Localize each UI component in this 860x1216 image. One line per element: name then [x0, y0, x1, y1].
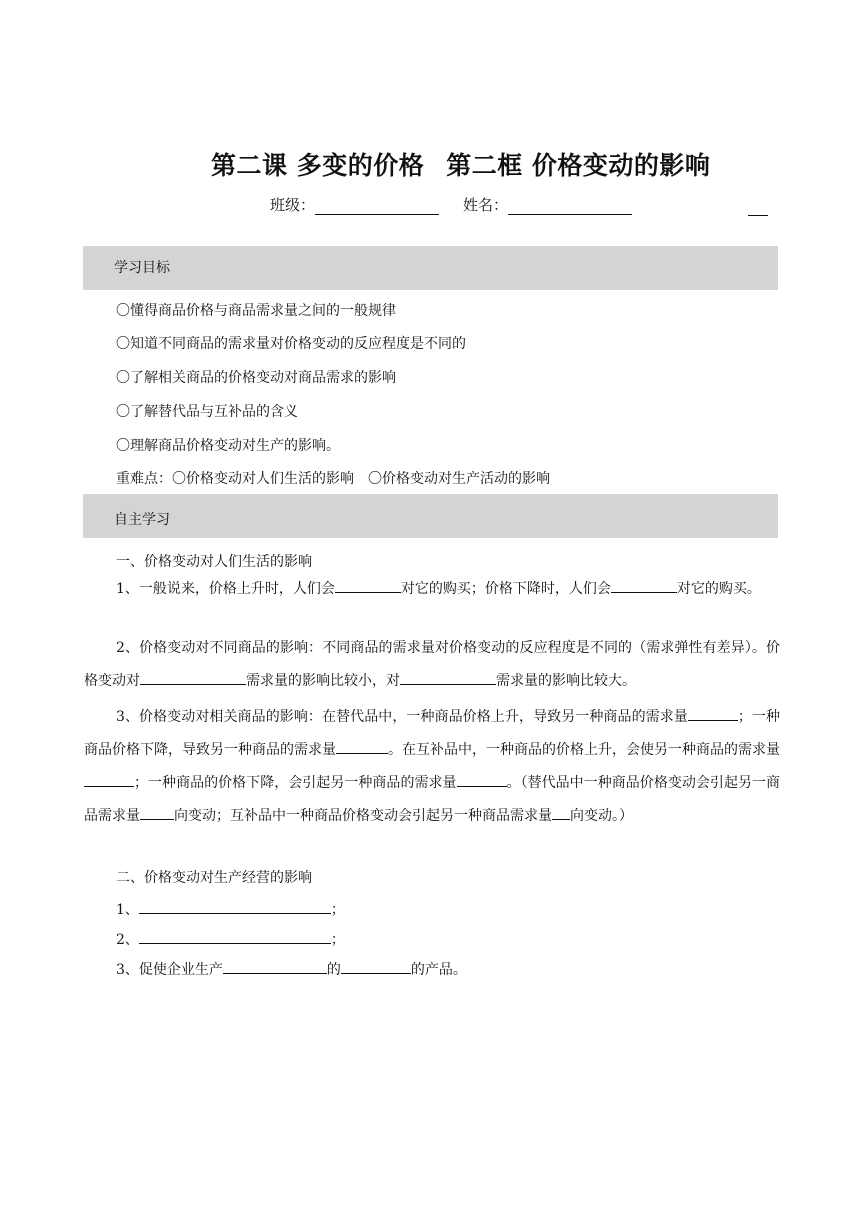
- question-1: 1、一般说来，价格上升时，人们会 对它的购买；价格下降时，人们会 对它的购买。: [84, 573, 780, 606]
- section-header-self-study: [83, 494, 778, 538]
- answer-blank[interactable]: [84, 771, 134, 787]
- answer-blank[interactable]: [611, 577, 677, 593]
- section-header-goals: [83, 246, 778, 290]
- answer-blank[interactable]: [139, 928, 331, 944]
- goal-item: 〇了解相关商品的价格变动对商品需求的影响: [116, 370, 396, 386]
- question-2: 2、价格变动对不同商品的影响：不同商品的需求量对价格变动的反应程度是不同的（需求弹性有差异）。价格变动对 需求量的影响比较小，对 需求量的影响比较大。: [84, 640, 780, 689]
- answer-blank[interactable]: [140, 669, 246, 685]
- answer-blank[interactable]: [223, 958, 327, 974]
- part2-heading: 二、价格变动对生产经营的影响: [116, 870, 312, 886]
- answer-blank[interactable]: [341, 958, 411, 974]
- class-blank[interactable]: [315, 198, 439, 215]
- answer-blank[interactable]: [400, 669, 496, 685]
- section-heading: 学习目标: [114, 260, 170, 276]
- answer-blank[interactable]: [457, 771, 507, 787]
- class-label: 班级：: [270, 196, 316, 214]
- part2-item-2: 2、 ；: [116, 928, 345, 949]
- part2-item-1: 1、 ；: [116, 898, 345, 919]
- question-3: 3、价格变动对相关商品的影响：在替代品中，一种商品价格上升，导致另一种商品的需求量 ；一种商品价格下降，导致另一种商品的需求量 。在互补品中，一种商品的价格上升，会使另一种商品的需求量；一种商品的价格下降，会引起另一种商品的需求量 。（替代品中一种商品价格变动会引起另一商品需求量 向变动；互补品中一种商品价格变动会引起另一种商品需求量 向变动。）: [84, 701, 780, 833]
- goal-item: 〇懂得商品价格与商品需求量之间的一般规律: [116, 303, 396, 319]
- answer-blank[interactable]: [688, 705, 738, 721]
- goal-item: 〇了解替代品与互补品的含义: [116, 404, 298, 420]
- answer-blank[interactable]: [139, 898, 331, 914]
- answer-blank[interactable]: [335, 577, 401, 593]
- name-label: 姓名：: [463, 196, 509, 214]
- key-points: 重难点：〇价格变动对人们生活的影响 〇价格变动对生产活动的影响: [116, 471, 550, 487]
- student-info: [270, 194, 656, 215]
- lesson-title: 第二课 多变的价格: [211, 151, 425, 180]
- answer-blank[interactable]: [336, 738, 388, 754]
- answer-blank[interactable]: [552, 804, 570, 820]
- part1-heading: 一、价格变动对人们生活的影响: [116, 554, 312, 570]
- answer-blank[interactable]: [140, 804, 174, 820]
- section-title: 第二框 价格变动的影响: [446, 151, 711, 180]
- part2-item-3: 3、促使企业生产 的 的产品。: [116, 958, 467, 979]
- goal-item: 〇理解商品价格变动对生产的影响。: [116, 438, 340, 454]
- name-blank[interactable]: [508, 198, 632, 215]
- page-title: [211, 146, 710, 182]
- corner-line: [748, 215, 768, 216]
- section-heading: 自主学习: [114, 512, 170, 528]
- goal-item: 〇知道不同商品的需求量对价格变动的反应程度是不同的: [116, 336, 466, 352]
